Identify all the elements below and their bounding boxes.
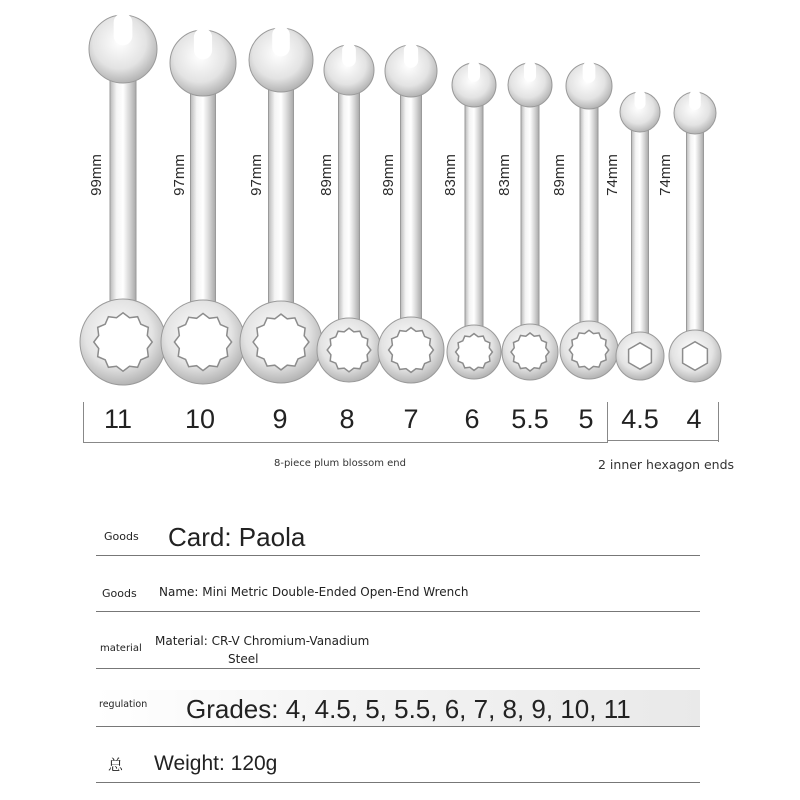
spec-brand-value: Card: Paola <box>168 522 306 552</box>
size-label-4: 4 <box>686 404 702 434</box>
plum-bracket <box>83 402 608 443</box>
size-label-4.5: 4.5 <box>621 404 659 434</box>
spec-material-value-1: Material: CR-V Chromium-Vanadium <box>155 634 370 648</box>
hex-bracket <box>607 440 719 441</box>
spec-brand-key: Goods <box>104 530 139 543</box>
wrench-7 <box>378 43 444 383</box>
spec-weight-key: 总 <box>108 756 124 774</box>
length-label-5: 89mm <box>551 154 568 196</box>
spec-name-value: Name: Mini Metric Double-Ended Open-End Wrench <box>159 585 469 599</box>
size-label-6: 6 <box>464 404 480 434</box>
wrench-10 <box>161 28 245 384</box>
size-label-10: 10 <box>184 404 216 434</box>
length-label-10: 97mm <box>171 154 188 196</box>
length-label-9: 97mm <box>248 154 265 196</box>
spec-regulation-value: Grades: 4, 4.5, 5, 5.5, 6, 7, 8, 9, 10, 11 <box>186 694 631 724</box>
spec-weight-value: Weight: 120g <box>154 752 278 775</box>
plum-end-note: 8-piece plum blossom end <box>273 458 406 469</box>
wrench-4.5 <box>616 90 664 380</box>
spec-name-row <box>96 578 700 612</box>
length-label-8: 89mm <box>318 154 335 196</box>
length-label-7: 89mm <box>380 154 397 196</box>
size-label-5.5: 5.5 <box>511 404 549 434</box>
size-label-9: 9 <box>272 404 288 434</box>
length-label-6: 83mm <box>442 154 459 196</box>
hex-end-note: 2 inner hexagon ends <box>598 457 735 472</box>
spec-material-row <box>96 628 700 669</box>
wrench-5.5 <box>502 61 558 380</box>
spec-material-value-2: Steel <box>228 652 259 666</box>
size-label-5: 5 <box>578 404 594 434</box>
plum-bracket-end <box>607 402 608 442</box>
length-label-4: 74mm <box>657 154 674 196</box>
wrench-4 <box>669 90 721 382</box>
length-label-11: 99mm <box>88 154 105 196</box>
spec-regulation-row <box>96 690 700 727</box>
hex-bracket-end <box>718 402 719 442</box>
spec-regulation-key: regulation <box>99 699 148 710</box>
length-label-5.5: 83mm <box>496 154 513 196</box>
wrench-6 <box>447 61 501 379</box>
size-label-11: 11 <box>103 404 133 434</box>
spec-material-key: material <box>100 643 142 654</box>
size-label-8: 8 <box>339 404 355 434</box>
spec-brand-row <box>96 520 700 556</box>
wrench-8 <box>317 43 381 382</box>
spec-weight-row <box>96 746 700 783</box>
wrench-5 <box>560 61 618 379</box>
length-label-4.5: 74mm <box>604 154 621 196</box>
size-label-7: 7 <box>403 404 419 434</box>
spec-name-key: Goods <box>102 587 137 600</box>
